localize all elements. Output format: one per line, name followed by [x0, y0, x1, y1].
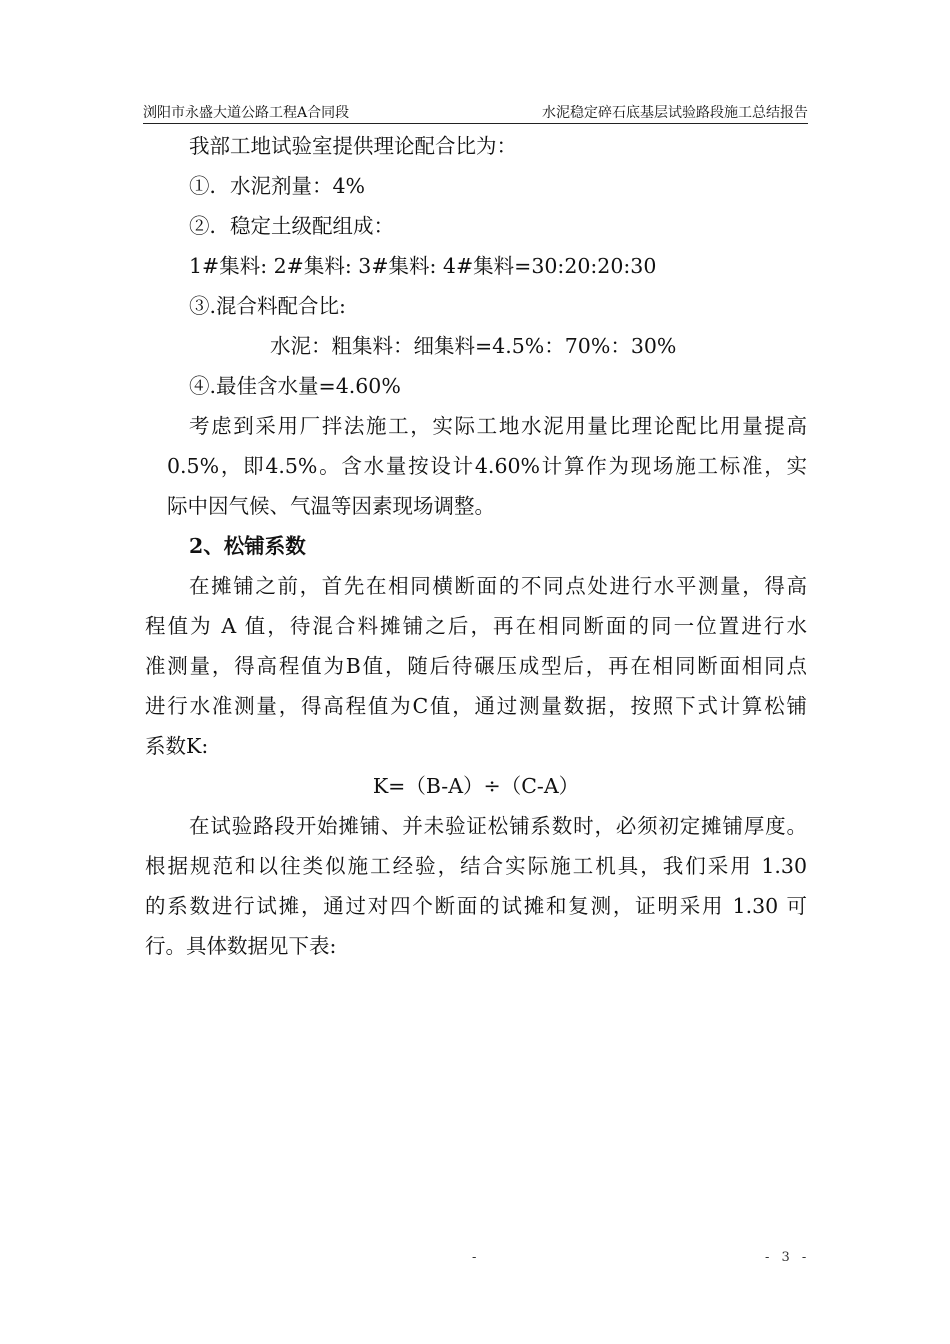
paragraph-line: ②．稳定土级配组成： [189, 214, 394, 238]
paragraph-line: ①．水泥剂量：4% [189, 174, 366, 198]
paragraph-line: 考虑到采用厂拌法施工，实际工地水泥用量比理论配比用量提高 [189, 414, 807, 438]
paragraph-line: 行。具体数据见下表: [145, 934, 337, 958]
paragraph-line: ③.混合料配合比: [189, 294, 346, 318]
paragraph-line: 际中因气候、气温等因素现场调整。 [167, 494, 495, 518]
paragraph-line: 1#集料: 2#集料: 3#集料: 4#集料=30:20:20:30 [189, 254, 657, 278]
mix-ratio-line: 水泥：粗集料：细集料=4.5%：70%：30% [270, 334, 677, 358]
paragraph-line: ④.最佳含水量=4.60% [189, 374, 401, 398]
page-number: - 3 - [765, 1250, 811, 1265]
paragraph-line: 程值为 A 值，待混合料摊铺之后，再在相同断面的同一位置进行水 [145, 614, 807, 638]
paragraph-line: 的系数进行试摊，通过对四个断面的试摊和复测，证明采用 1.30 可 [145, 894, 807, 918]
formula-line: K=（B-A）÷（C-A） [372, 774, 580, 798]
paragraph-line: 根据规范和以往类似施工经验，结合实际施工机具，我们采用 1.30 [145, 854, 807, 878]
paragraph-line: 0.5%，即4.5%。含水量按设计4.60%计算作为现场施工标准，实 [167, 454, 807, 478]
paragraph-line: 准测量，得高程值为B值，随后待碾压成型后，再在相同断面相同点 [145, 654, 807, 678]
paragraph-line: 我部工地试验室提供理论配合比为： [189, 134, 517, 158]
section-heading: 2、松铺系数 [189, 534, 306, 558]
header-report-title: 水泥稳定碎石底基层试验路段施工总结报告 [542, 105, 808, 121]
header-project-name: 浏阳市永盛大道公路工程A合同段 [143, 105, 350, 121]
page-header [143, 103, 808, 124]
paragraph-line: 在摊铺之前，首先在相同横断面的不同点处进行水平测量，得高 [189, 574, 807, 598]
document-body [145, 126, 807, 966]
footer-dash: - [472, 1250, 481, 1265]
paragraph-line: 进行水准测量，得高程值为C值，通过测量数据，按照下式计算松铺 [145, 694, 807, 718]
paragraph-line: 在试验路段开始摊铺、并未验证松铺系数时，必须初定摊铺厚度。 [189, 814, 807, 838]
paragraph-line: 系数K: [145, 734, 209, 758]
